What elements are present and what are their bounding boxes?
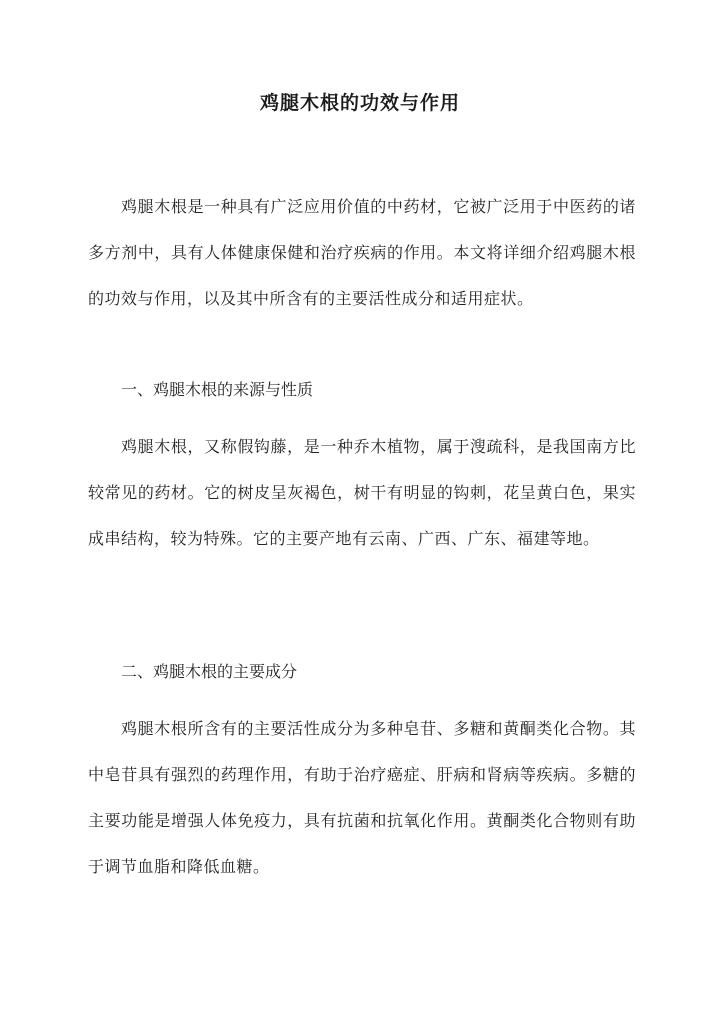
section-heading-components: 二、鸡腿木根的主要成分 xyxy=(121,662,298,681)
section-body-source: 鸡腿木根，又称假钩藤，是一种乔木植物，属于溲疏科，是我国南方比较常见的药材。它的树皮呈灰褐色，树干有明显的钩刺，花呈黄白色，果实成串结构，较为特殊。它的主要产地有云南、广西、广东、福建等地。 xyxy=(88,437,636,548)
section-heading-source: 一、鸡腿木根的来源与性质 xyxy=(121,380,314,399)
intro-paragraph: 鸡腿木根是一种具有广泛应用价值的中药材，它被广泛用于中医药的诸多方剂中，具有人体健康保健和治疗疾病的作用。本文将详细介绍鸡腿木根的功效与作用，以及其中所含有的主要活性成分和适用症状。 xyxy=(88,197,636,308)
document-title: 鸡腿木根的功效与作用 xyxy=(259,92,460,114)
section-body-components: 鸡腿木根所含有的主要活性成分为多种皂苷、多糖和黄酮类化合物。其中皂苷具有强烈的药理作用，有助于治疗癌症、肝病和肾病等疾病。多糖的主要功能是增强人体免疫力，具有抗菌和抗氧化作用。黄酮类化合物则有助于调节血脂和降低血糖。 xyxy=(88,719,636,876)
